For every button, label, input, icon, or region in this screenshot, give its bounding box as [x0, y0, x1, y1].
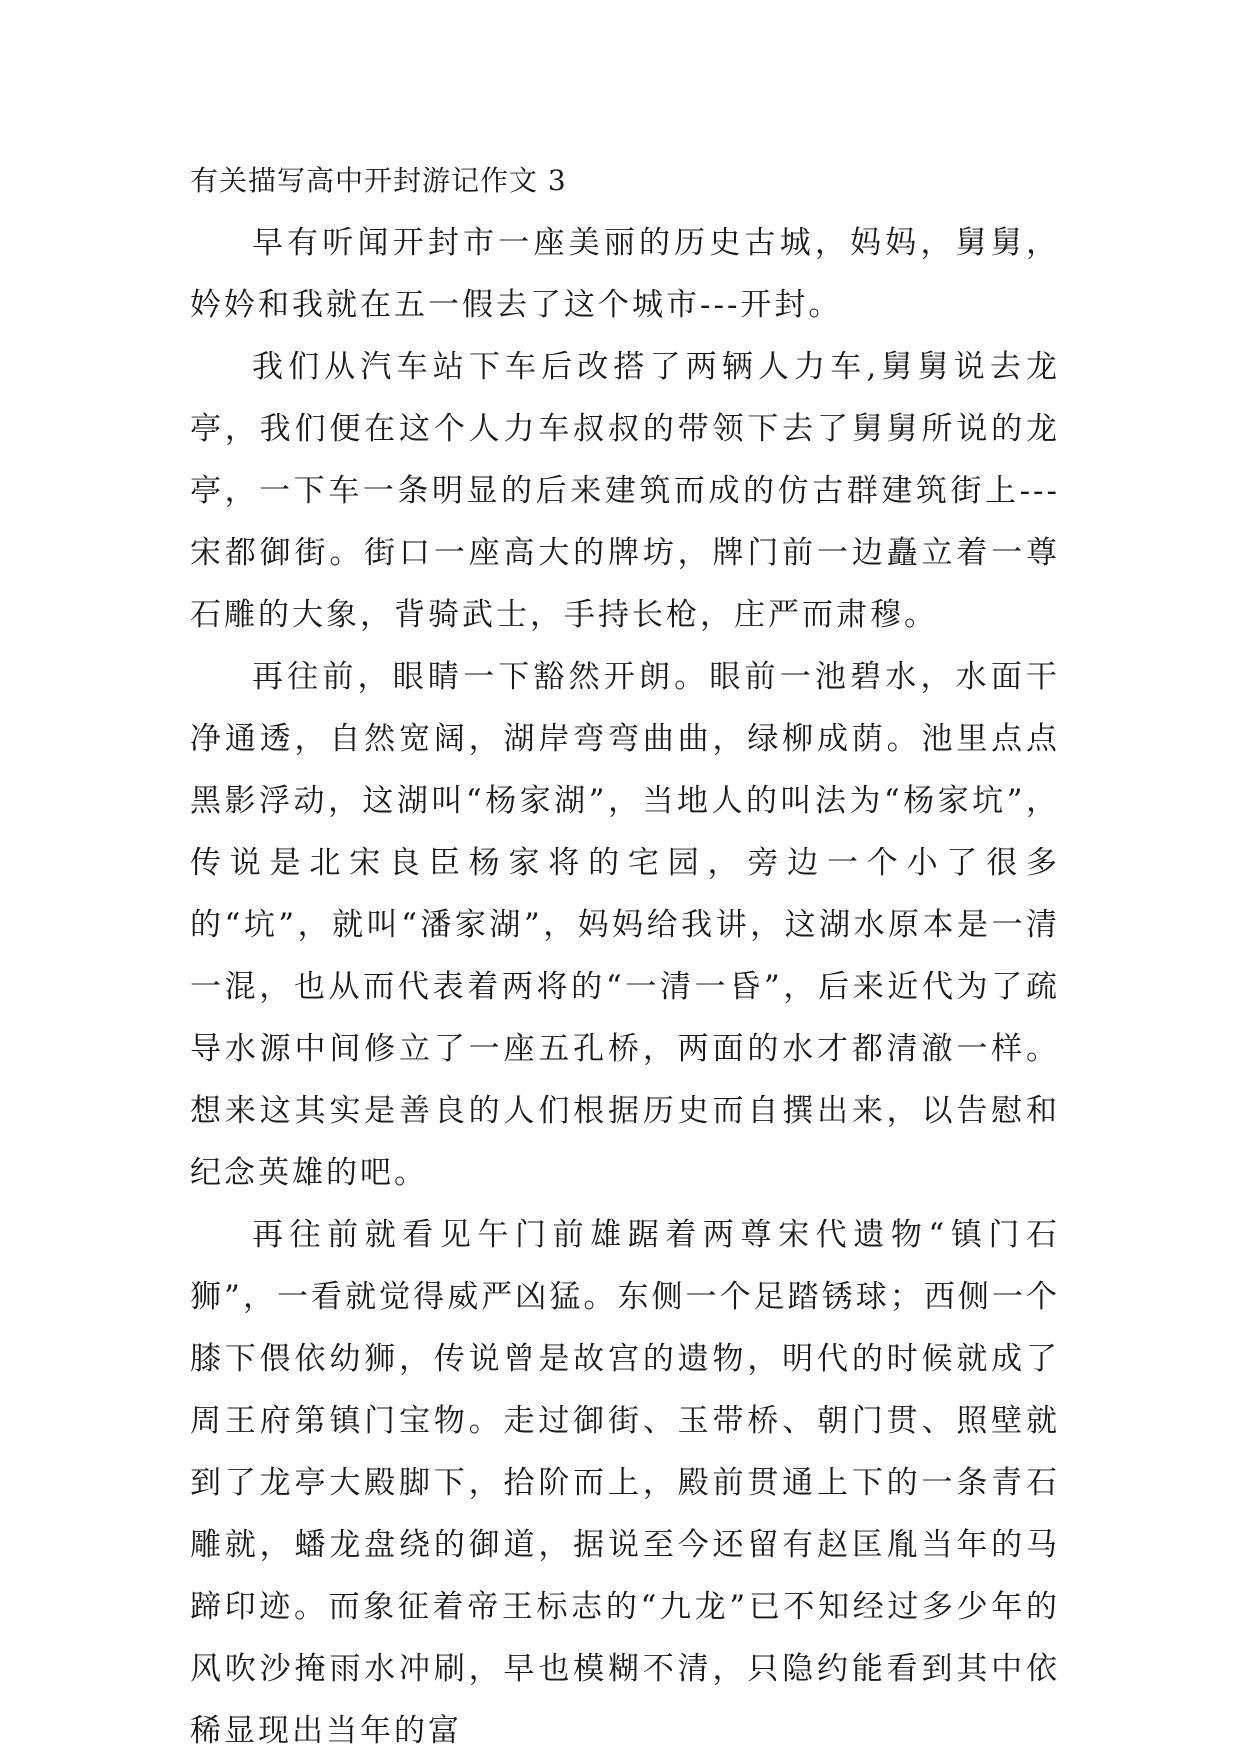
document-title: 有关描写高中开封游记作文 3	[190, 164, 567, 197]
document-page	[190, 150, 1060, 1762]
paragraph-3: 再往前，眼睛一下豁然开朗。眼前一池碧水，水面干净通透，自然宽阔，湖岸弯弯曲曲，绿柳成荫。池里点点黑影浮动，这湖叫“杨家湖”，当地人的叫法为“杨家坑”，传说是北宋良臣杨家将的宅园，旁边一个小了很多的“坑”，就叫“潘家湖”，妈妈给我讲，这湖水原本是一清一混，也从而代表着两将的“一清一昏”，后来近代为了疏导水源中间修立了一座五孔桥，两面的水才都清澈一样。想来这其实是善良的人们根据历史而自撰出来，以告慰和纪念英雄的吧。	[190, 659, 1060, 1191]
paragraph-4: 再往前就看见午门前雄踞着两尊宋代遗物“镇门石狮”，一看就觉得威严凶猛。东侧一个足踏锈球；西侧一个膝下偎依幼狮，传说曾是故宫的遗物，明代的时候就成了周王府第镇门宝物。走过御街、玉带桥、朝门贯、照壁就到了龙亭大殿脚下，拾阶而上，殿前贯通上下的一条青石雕就，蟠龙盘绕的御道，据说至今还留有赵匡胤当年的马蹄印迹。而象征着帝王标志的“九龙”已不知经过多少年的风吹沙掩雨水冲刷，早也模糊不清，只隐约能看到其中依稀显现出当年的富	[190, 1217, 1060, 1749]
paragraph-1: 早有听闻开封市一座美丽的历史古城，妈妈，舅舅，妗妗和我就在五一假去了这个城市---开封。	[190, 225, 1060, 323]
paragraph-2: 我们从汽车站下车后改搭了两辆人力车,舅舅说去龙亭，我们便在这个人力车叔叔的带领下去了舅舅所说的龙亭，一下车一条明显的后来建筑而成的仿古群建筑街上---宋都御街。街口一座高大的牌坊，牌门前一边矗立着一尊石雕的大象，背骑武士，手持长枪，庄严而肃穆。	[190, 349, 1060, 633]
